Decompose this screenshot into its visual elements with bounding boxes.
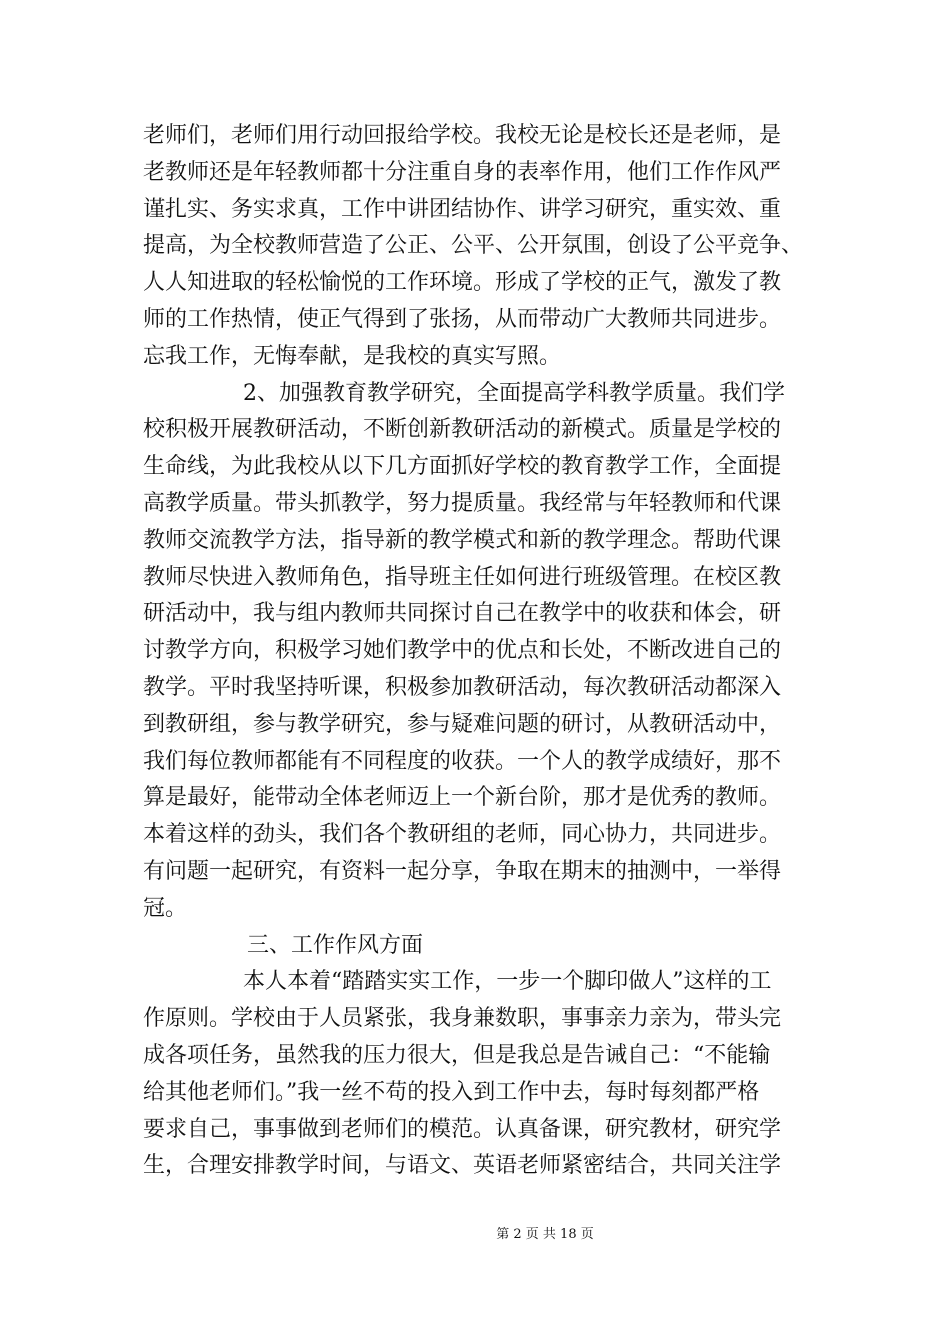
text-line: 师的工作热情，使正气得到了张扬，从而带动广大教师共同进步。 [143, 306, 782, 332]
text-line: 有问题一起研究，有资料一起分享，争取在期末的抽测中，一举得 [143, 858, 782, 884]
text-line: 生，合理安排教学时间，与语文、英语老师紧密结合，共同关注学 [143, 1153, 782, 1179]
text-line: 教学。平时我坚持听课，积极参加教研活动，每次教研活动都深入 [143, 674, 782, 700]
text-line: 成各项任务，虽然我的压力很大，但是我总是告诫自己：“不能输 [143, 1042, 771, 1068]
text-line: 给其他老师们。”我一丝不苟的投入到工作中去，每时每刻都严格 [143, 1079, 760, 1105]
text-line: 生命线，为此我校从以下几方面抓好学校的教育教学工作，全面提 [143, 454, 782, 480]
text-line: 本着这样的劲头，我们各个教研组的老师，同心协力，共同进步。 [143, 822, 782, 848]
text-line: 算是最好，能带动全体老师迈上一个新台阶，那才是优秀的教师。 [143, 785, 782, 811]
text-line: 校积极开展教研活动，不断创新教研活动的新模式。质量是学校的 [143, 417, 782, 443]
text-line: 提高，为全校教师营造了公正、公平、公开氛围，创设了公平竞争、 [143, 233, 804, 259]
text-line: 谨扎实、务实求真，工作中讲团结协作、讲学习研究，重实效、重 [143, 196, 782, 222]
body-text [143, 118, 808, 1185]
text-line: 忘我工作，无悔奉献，是我校的真实写照。 [143, 343, 562, 369]
text-line: 老师们，老师们用行动回报给学校。我校无论是校长还是老师，是 [143, 123, 782, 148]
text-line: 研活动中，我与组内教师共同探讨自己在教学中的收获和体会，研 [143, 601, 782, 627]
text-line: 冠。 [143, 895, 188, 921]
text-line: 讨教学方向，积极学习她们教学中的优点和长处，不断改进自己的 [143, 638, 782, 664]
paragraph-start-line: 2、加强教育教学研究，全面提高学科教学质量。我们学 [243, 380, 785, 406]
text-line: 要求自己，事事做到老师们的模范。认真备课，研究教材，研究学 [143, 1116, 782, 1142]
text-line: 人人知进取的轻松愉悦的工作环境。形成了学校的正气，激发了教 [143, 270, 782, 296]
text-line: 到教研组，参与教学研究，参与疑难问题的研讨，从教研活动中， [143, 711, 782, 737]
section-heading: 三、工作作风方面 [247, 932, 424, 958]
text-line: 老教师还是年轻教师都十分注重自身的表率作用，他们工作作风严 [143, 159, 782, 185]
text-line: 教师尽快进入教师角色，指导班主任如何进行班级管理。在校区教 [143, 564, 782, 590]
text-line: 教师交流教学方法，指导新的教学模式和新的教学理念。帮助代课 [143, 527, 782, 553]
text-line: 我们每位教师都能有不同程度的收获。一个人的教学成绩好，那不 [143, 748, 782, 774]
text-line: 作原则。学校由于人员紧张，我身兼数职，事事亲力亲为，带头完 [143, 1006, 782, 1032]
paragraph-start-line: 本人本着“踏踏实实工作，一步一个脚印做人”这样的工 [243, 969, 772, 995]
text-line: 高教学质量。带头抓教学，努力提质量。我经常与年轻教师和代课 [143, 490, 782, 516]
page-number-footer: 第 2 页 共 18 页 [496, 1227, 594, 1242]
